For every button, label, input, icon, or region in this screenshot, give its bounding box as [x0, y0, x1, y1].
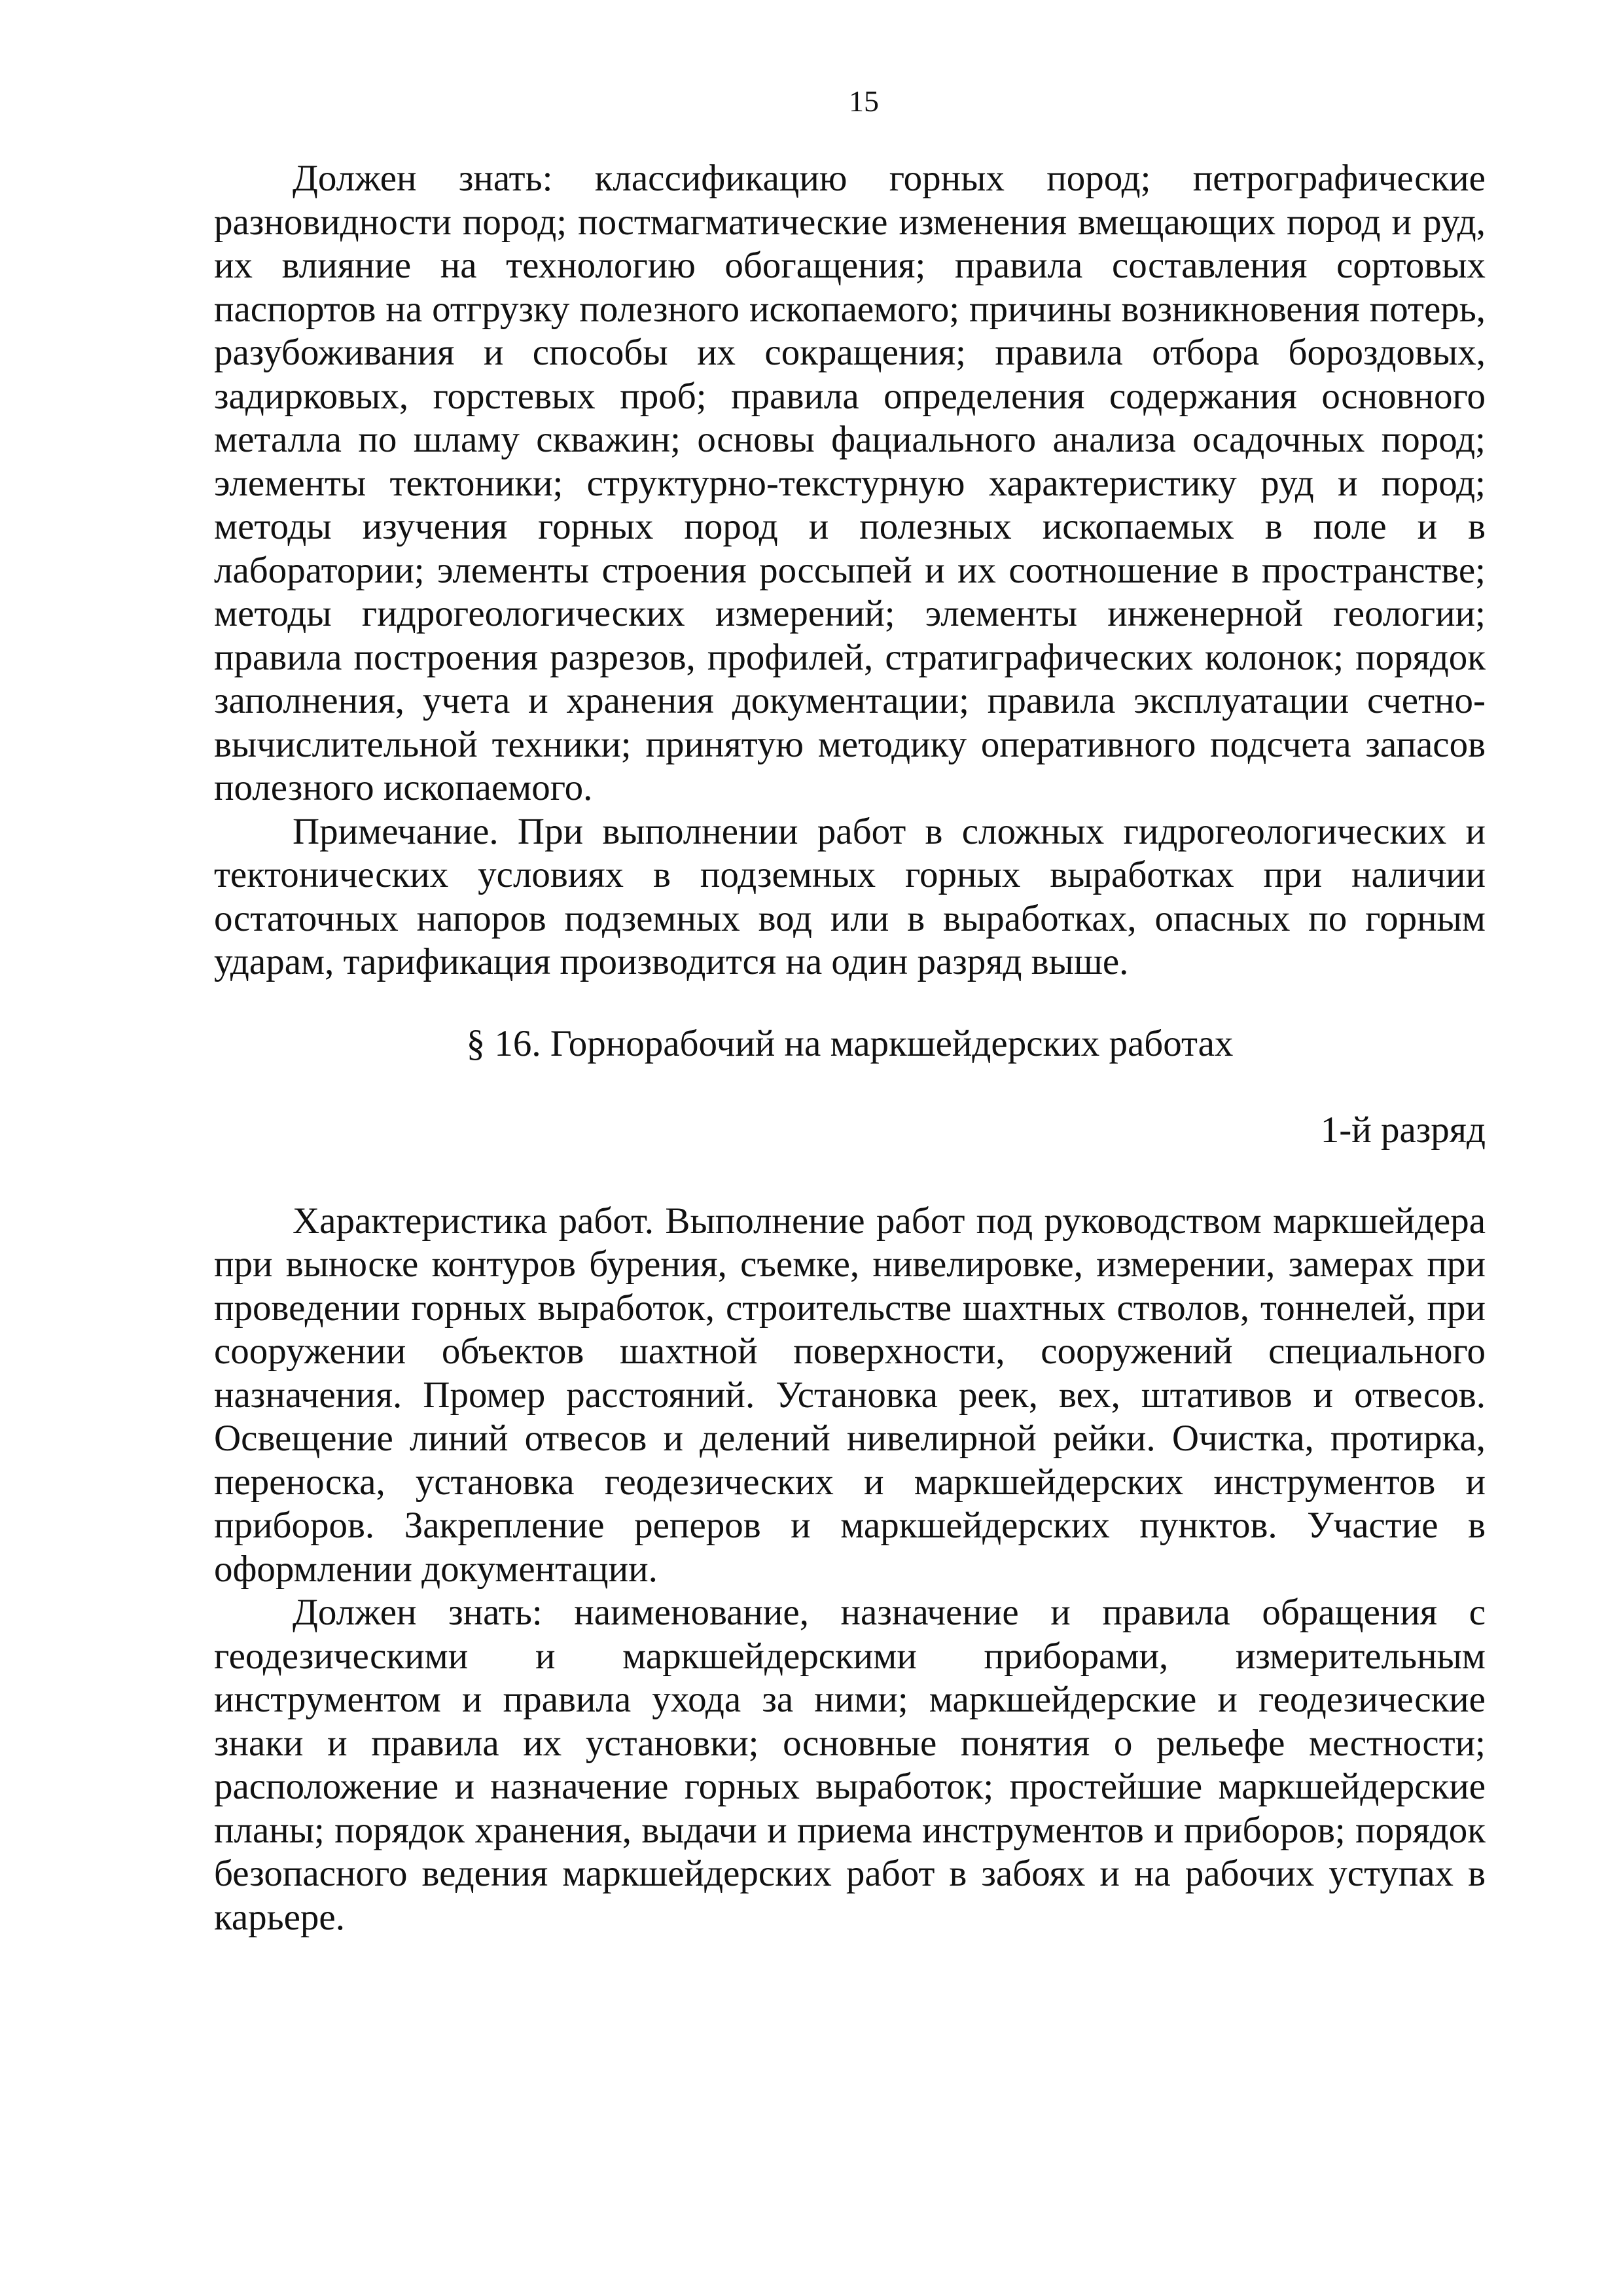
page-number: 15	[849, 84, 879, 118]
document-body	[214, 157, 1486, 1939]
paragraph-must-know-survey: Должен знать: наименование, назначение и правила обращения с геодезическими и маркшейдерскими приборами, измерительным инструментом и правила ухода за ними; маркшейдерские и геодезические знаки и правила их установки; основные понятия о рельефе местности; расположение и назначение горных выработок; простейшие маркшейдерские планы; порядок хранения, выдачи и приема инструментов и приборов; порядок безопасного ведения маркшейдерских работ в забоях и на рабочих уступах в карьере.	[214, 1592, 1486, 1938]
paragraph-work-characteristics: Характеристика работ. Выполнение работ под руководством маркшейдера при выноске контуров бурения, съемке, нивелировке, измерении, замерах при проведении горных выработок, строительстве шахтных стволов, тоннелей, при сооружении объектов шахтной поверхности, сооружений специального назначения. Промер расстояний. Установка реек, вех, штативов и отвесов. Освещение линий отвесов и делений нивелирной рейки. Очистка, протирка, переноска, установка геодезических и маркшейдерских инструментов и приборов. Закрепление реперов и маркшейдерских пунктов. Участие в оформлении документации.	[214, 1200, 1486, 1590]
paragraph-must-know-geology: Должен знать: классификацию горных пород; петрографические разновидности пород; постмагматические изменения вмещающих пород и руд, их влияние на технологию обогащения; правила составления сортовых паспортов на отгрузку полезного ископаемого; причины возникновения потерь, разубоживания и способы их сокращения; правила отбора бороздовых, задирковых, горстевых проб; правила определения содержания основного металла по шламу скважин; основы фациального анализа осадочных пород; элементы тектоники; структурно-текстурную характеристику руд и пород; методы изучения горных пород и полезных ископаемых в поле и в лаборатории; элементы строения россыпей и их соотношение в пространстве; методы гидрогеологических измерений; элементы инженерной геологии; правила построения разрезов, профилей, стратиграфических колонок; порядок заполнения, учета и хранения документации; правила эксплуатации счетно-вычислительной техники; принятую методику оперативного подсчета запасов полезного ископаемого.	[214, 158, 1486, 808]
grade-heading: 1-й разряд	[1320, 1109, 1486, 1151]
section-heading: § 16. Горнорабочий на маркшейдерских работах	[466, 1022, 1234, 1064]
paragraph-note: Примечание. При выполнении работ в сложных гидрогеологических и тектонических условиях в подземных горных выработках при наличии остаточных напоров подземных вод или в выработках, опасных по горным ударам, тарификация производится на один разряд выше.	[214, 810, 1486, 982]
